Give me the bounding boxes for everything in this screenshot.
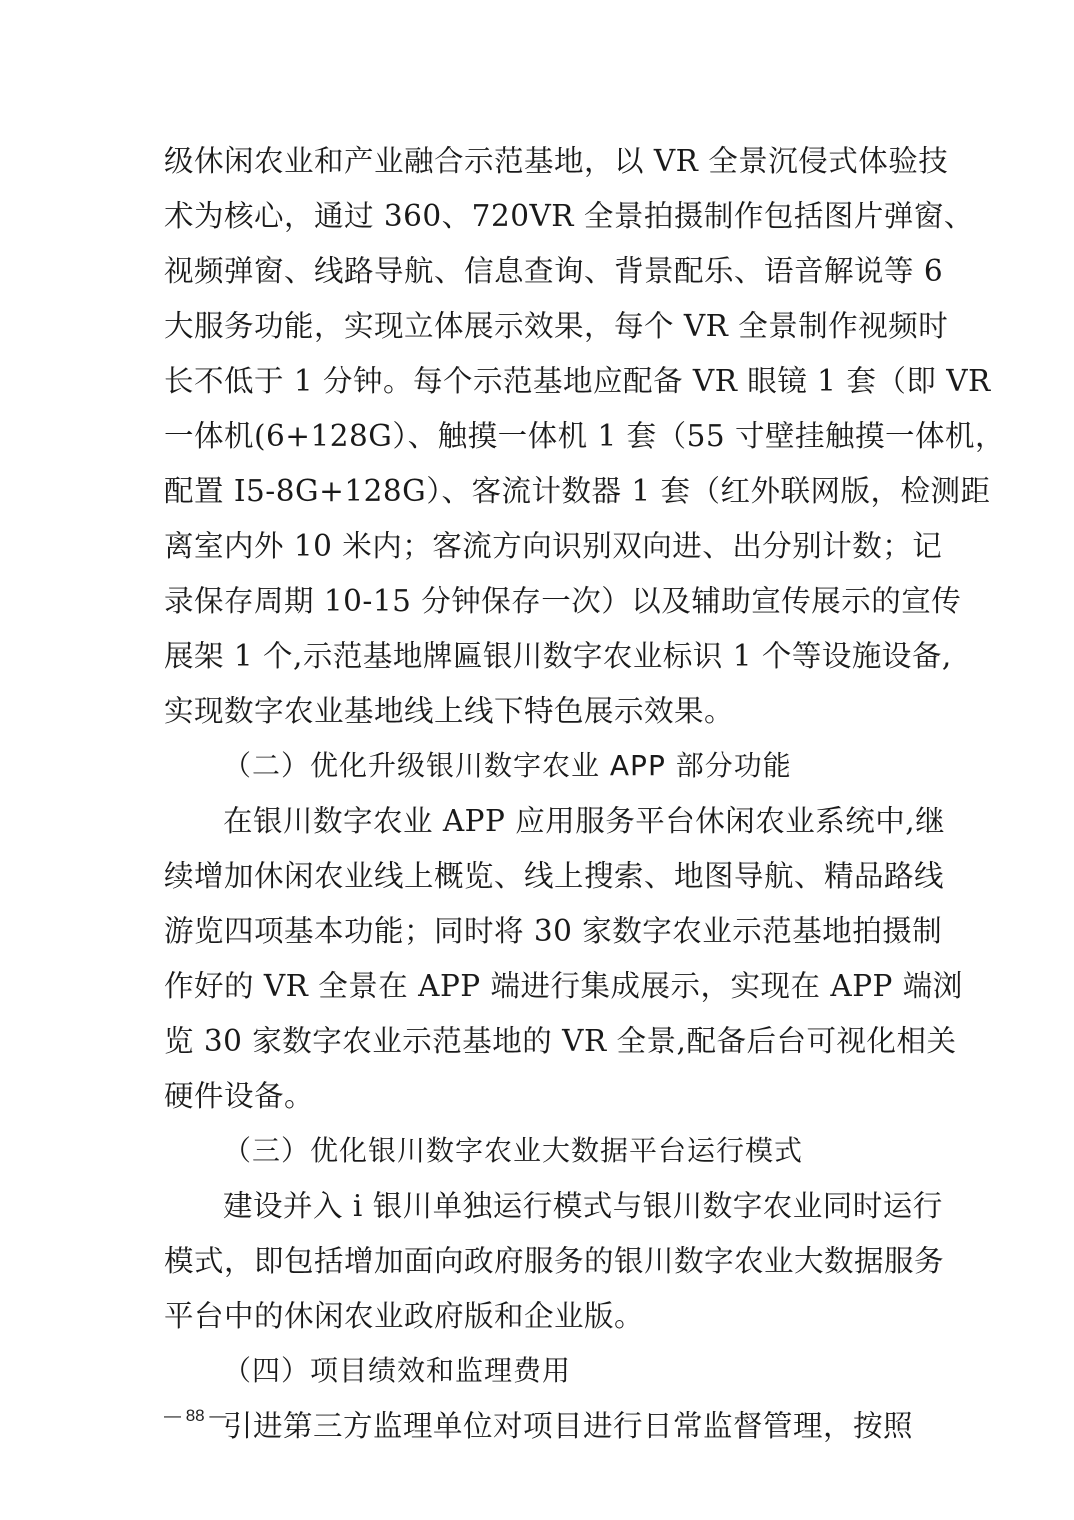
paragraph-line: 引进第三方监理单位对项目进行日常监督管理，按照 — [223, 1409, 914, 1443]
paragraph-line: 展架 1 个,示范基地牌匾银川数字农业标识 1 个等设施设备, — [164, 639, 952, 673]
paragraph-line: 录保存周期 10-15 分钟保存一次）以及辅助宣传展示的宣传 — [164, 584, 962, 618]
paragraph-line: 视频弹窗、线路导航、信息查询、背景配乐、语音解说等 6 — [164, 254, 944, 288]
paragraph-line: 配置 I5-8G+128G）、客流计数器 1 套（红外联网版，检测距 — [164, 474, 991, 508]
body-text — [164, 140, 1006, 1460]
paragraph-line: 离室内外 10 米内；客流方向识别双向进、出分别计数；记 — [164, 529, 943, 563]
paragraph-line: 一体机(6+128G）、触摸一体机 1 套（55 寸壁挂触摸一体机， — [164, 419, 1006, 453]
paragraph-line: 级休闲农业和产业融合示范基地，以 VR 全景沉侵式体验技 — [164, 144, 949, 178]
paragraph-line: 大服务功能，实现立体展示效果，每个 VR 全景制作视频时 — [164, 309, 949, 343]
paragraph-line: 续增加休闲农业线上概览、线上搜索、地图导航、精品路线 — [164, 859, 945, 893]
paragraph-line: 作好的 VR 全景在 APP 端进行集成展示，实现在 APP 端浏 — [164, 969, 963, 1003]
paragraph-line: 览 30 家数字农业示范基地的 VR 全景,配备后台可视化相关 — [164, 1024, 957, 1058]
paragraph-line: 平台中的休闲农业政府版和企业版。 — [164, 1299, 645, 1333]
section-heading: （四）项目绩效和监理费用 — [223, 1354, 572, 1387]
paragraph-line: 游览四项基本功能；同时将 30 家数字农业示范基地拍摄制 — [164, 914, 943, 948]
paragraph-line: 长不低于 1 分钟。每个示范基地应配备 VR 眼镜 1 套（即 VR — [164, 364, 991, 398]
section-heading: （二）优化升级银川数字农业 APP 部分功能 — [223, 749, 792, 782]
paragraph-line: 在银川数字农业 APP 应用服务平台休闲农业系统中,继 — [223, 804, 946, 838]
paragraph-line: 实现数字农业基地线上线下特色展示效果。 — [164, 694, 735, 728]
section-heading: （三）优化银川数字农业大数据平台运行模式 — [223, 1134, 804, 1167]
paragraph-line: 模式，即包括增加面向政府服务的银川数字农业大数据服务 — [164, 1244, 945, 1278]
page-number: — 88 — — [164, 1406, 227, 1425]
paragraph-line: 硬件设备。 — [164, 1079, 315, 1113]
paragraph-line: 术为核心，通过 360、720VR 全景拍摄制作包括图片弹窗、 — [164, 199, 974, 233]
paragraph-line: 建设并入 i 银川单独运行模式与银川数字农业同时运行 — [223, 1189, 943, 1223]
